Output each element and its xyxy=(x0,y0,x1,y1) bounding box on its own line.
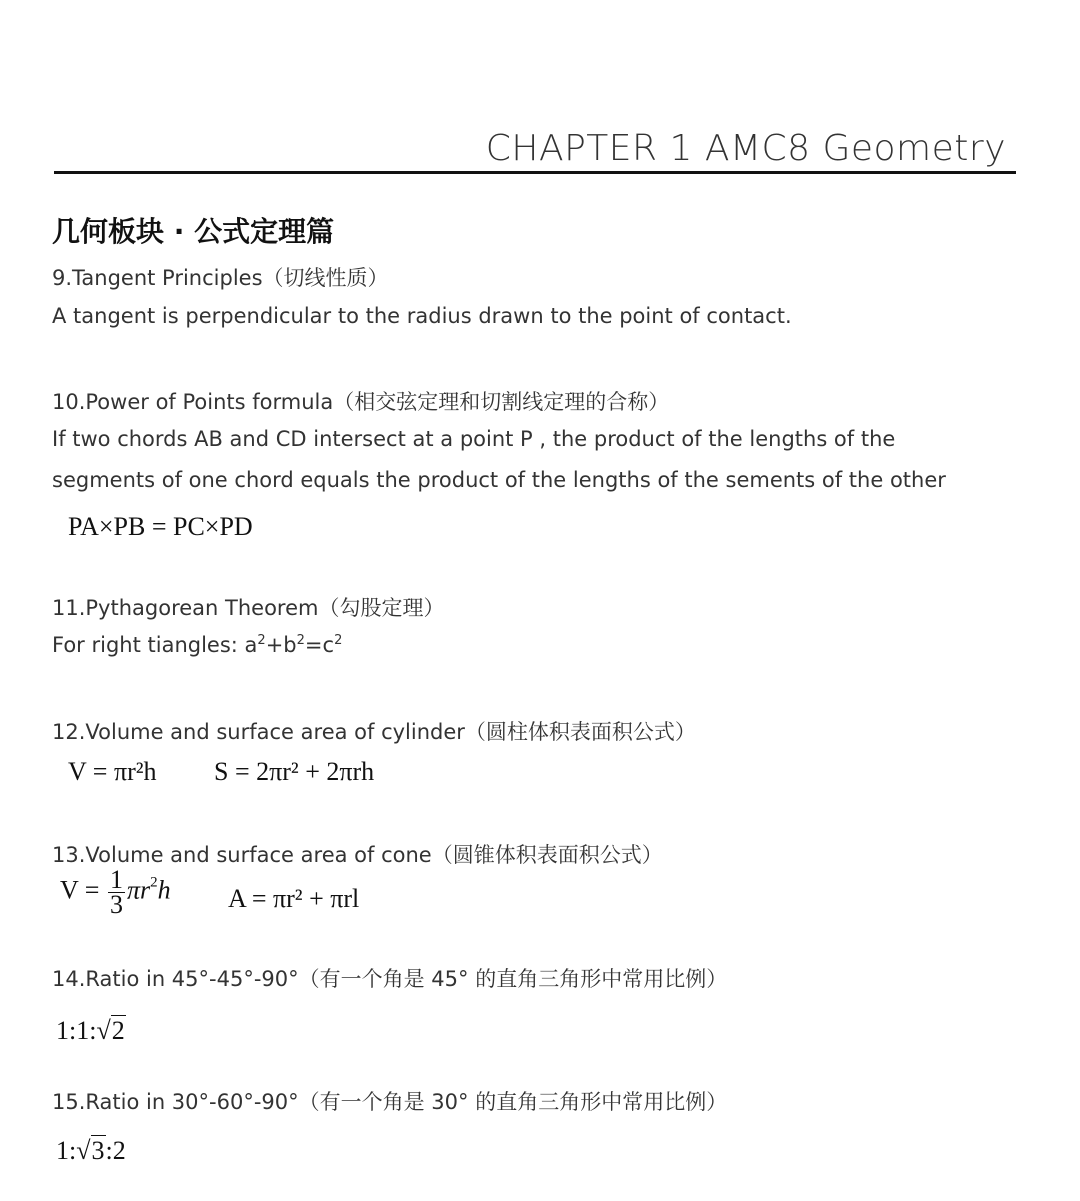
cone-surface-formula: A = πr² + πrl xyxy=(228,884,360,913)
item-12-title: 12.Volume and surface area of cylinder（圆柱体积表面积公式） xyxy=(52,720,696,744)
item-14-title: 14.Ratio in 45°-45°-90°（有一个角是 45° 的直角三角形中常用比例） xyxy=(52,967,728,991)
power-of-point-formula: PA×PB = PC×PD xyxy=(68,512,253,541)
item-10-text-1: If two chords AB and CD intersect at a point P , the product of the lengths of the xyxy=(52,427,896,451)
item-9-text: A tangent is perpendicular to the radius drawn to the point of contact. xyxy=(52,304,792,328)
cylinder-volume-formula: V = πr²h xyxy=(68,757,157,786)
cone-volume-formula: V = $\frac{1}{3}$ $\pi r^2h$ xyxy=(60,865,171,919)
ratio-45-formula: 1:1:√2 xyxy=(56,1016,125,1045)
item-9-title: 9.Tangent Principles（切线性质） xyxy=(52,266,389,290)
item-15-title: 15.Ratio in 30°-60°-90°（有一个角是 30° 的直角三角形中常用比例） xyxy=(52,1090,728,1114)
item-10-title: 10.Power of Points formula（相交弦定理和切割线定理的合称） xyxy=(52,390,670,414)
section-heading: 几何板块 · 公式定理篇 xyxy=(52,215,335,248)
cylinder-surface-formula: S = 2πr² + 2πrh xyxy=(214,757,375,786)
pythagorean-formula: For right tiangles: $a^2+b^2=c^2$ xyxy=(52,633,343,657)
item-11-title: 11.Pythagorean Theorem（勾股定理） xyxy=(52,596,445,620)
chapter-divider xyxy=(54,171,1016,174)
item-13-title: 13.Volume and surface area of cone（圆锥体积表面积公式） xyxy=(52,843,663,867)
item-10-text-2: segments of one chord equals the product of the lengths of the sements of the other xyxy=(52,468,946,492)
ratio-30-formula: 1:√3:2 xyxy=(56,1136,126,1165)
chapter-title: CHAPTER 1 AMC8 Geometry xyxy=(485,128,1006,169)
